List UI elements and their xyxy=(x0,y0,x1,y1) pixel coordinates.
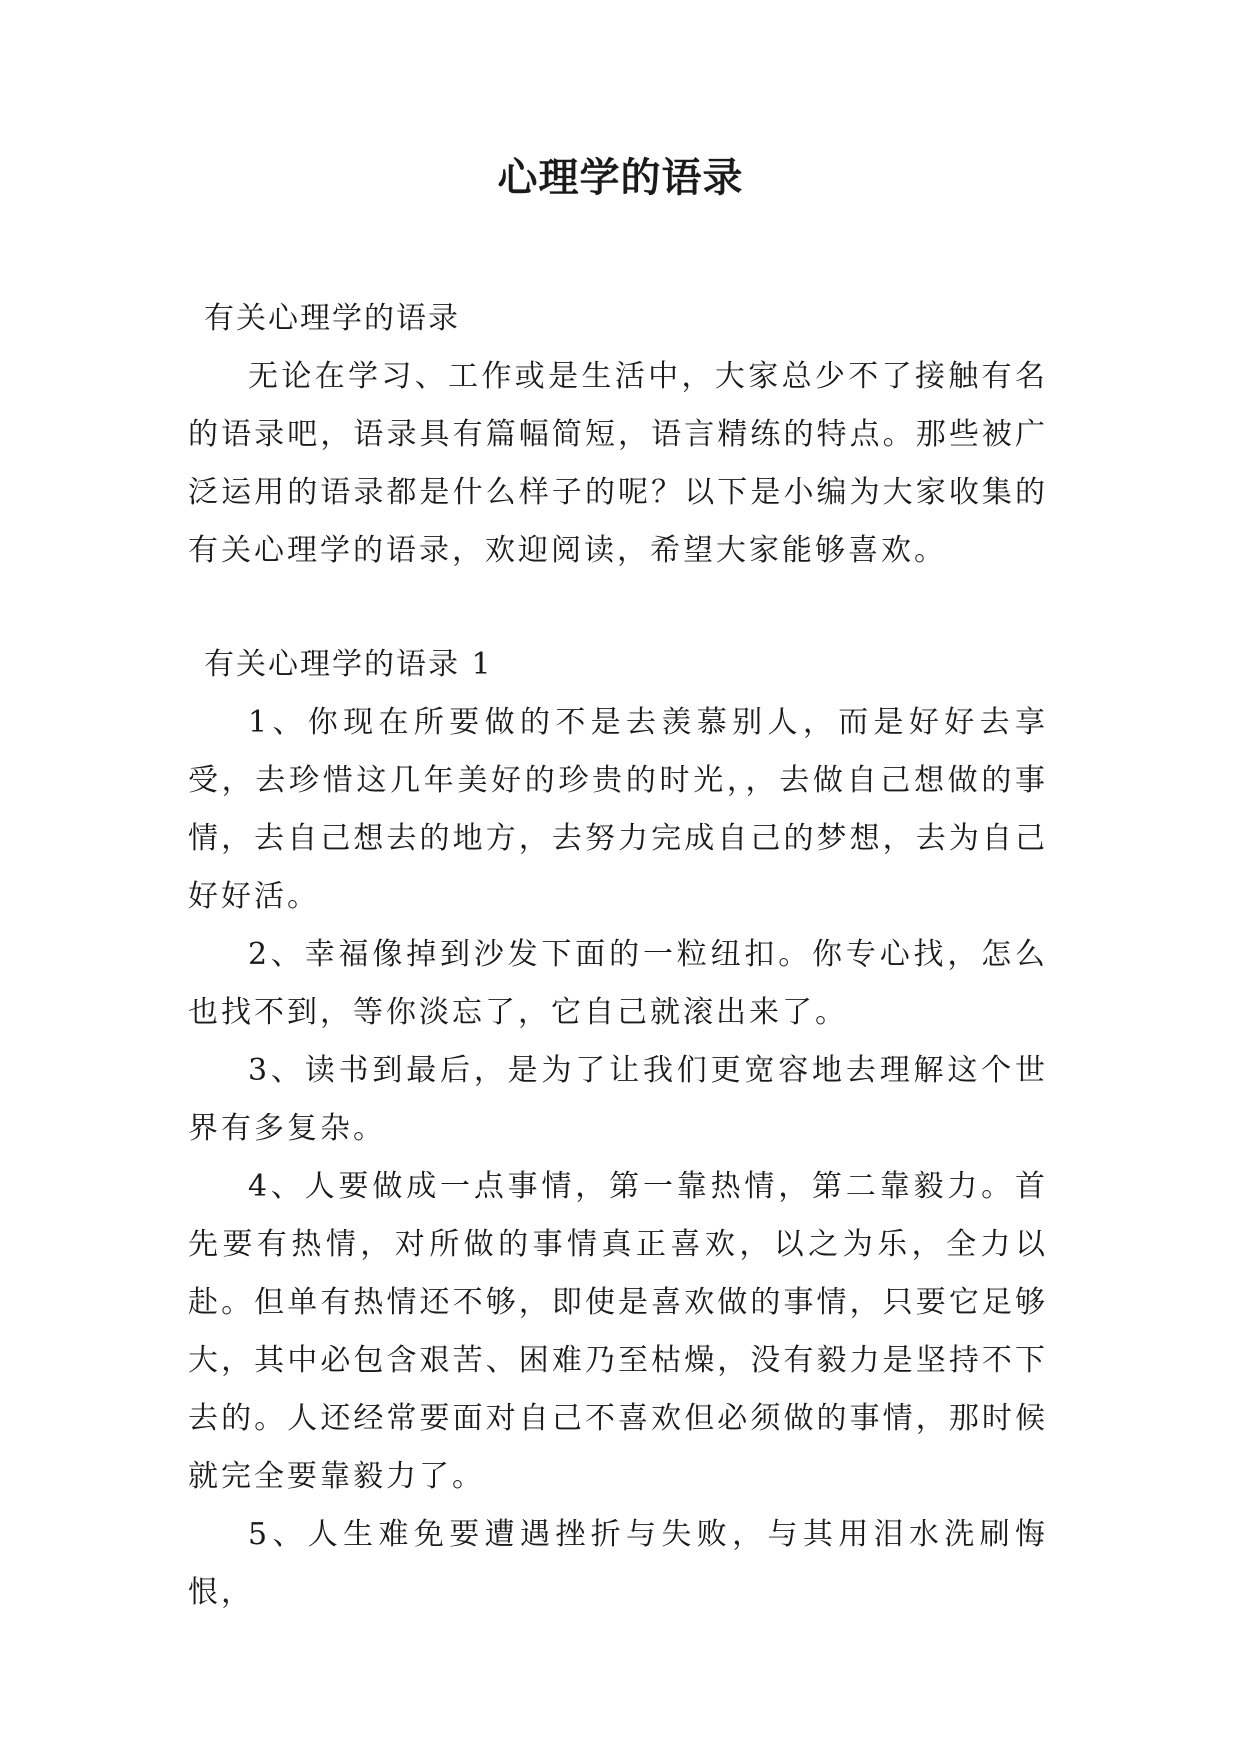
quote-paragraph-5: 5、人生难免要遭遇挫折与失败，与其用泪水洗刷悔恨， xyxy=(188,1517,1048,1610)
quote-paragraph-1: 1、你现在所要做的不是去羡慕别人，而是好好去享受，去珍惜这几年美好的珍贵的时光，，去做自己想做的事情，去自己想去的地方，去努力完成自己的梦想，去为自己好好活。 xyxy=(188,705,1048,914)
intro-heading: 有关心理学的语录 xyxy=(204,301,460,336)
section-spacer xyxy=(188,580,1048,636)
quote-paragraph-2: 2、幸福像掉到沙发下面的一粒纽扣。你专心找，怎么也找不到，等你淡忘了，它自己就滚出来了。 xyxy=(188,937,1048,1030)
document-title: 心理学的语录 xyxy=(497,155,744,201)
document-body xyxy=(188,290,1048,1622)
section-heading-1: 有关心理学的语录 1 xyxy=(204,647,493,682)
quote-paragraph-4: 4、人要做成一点事情，第一靠热情，第二靠毅力。首先要有热情，对所做的事情真正喜欢，以之为乐，全力以赴。但单有热情还不够，即使是喜欢做的事情，只要它足够大，其中必包含艰苦、困难乃至枯燥，没有毅力是坚持不下去的。人还经常要面对自己不喜欢但必须做的事情，那时候就完全要靠毅力了。 xyxy=(188,1169,1048,1494)
intro-paragraph: 无论在学习、工作或是生活中，大家总少不了接触有名的语录吧，语录具有篇幅简短，语言精练的特点。那些被广泛运用的语录都是什么样子的呢？以下是小编为大家收集的 有关心理学的语录，欢迎阅读，希望大家能够喜欢。 xyxy=(188,359,1048,568)
quote-paragraph-3: 3、读书到最后，是为了让我们更宽容地去理解这个世界有多复杂。 xyxy=(188,1053,1048,1146)
